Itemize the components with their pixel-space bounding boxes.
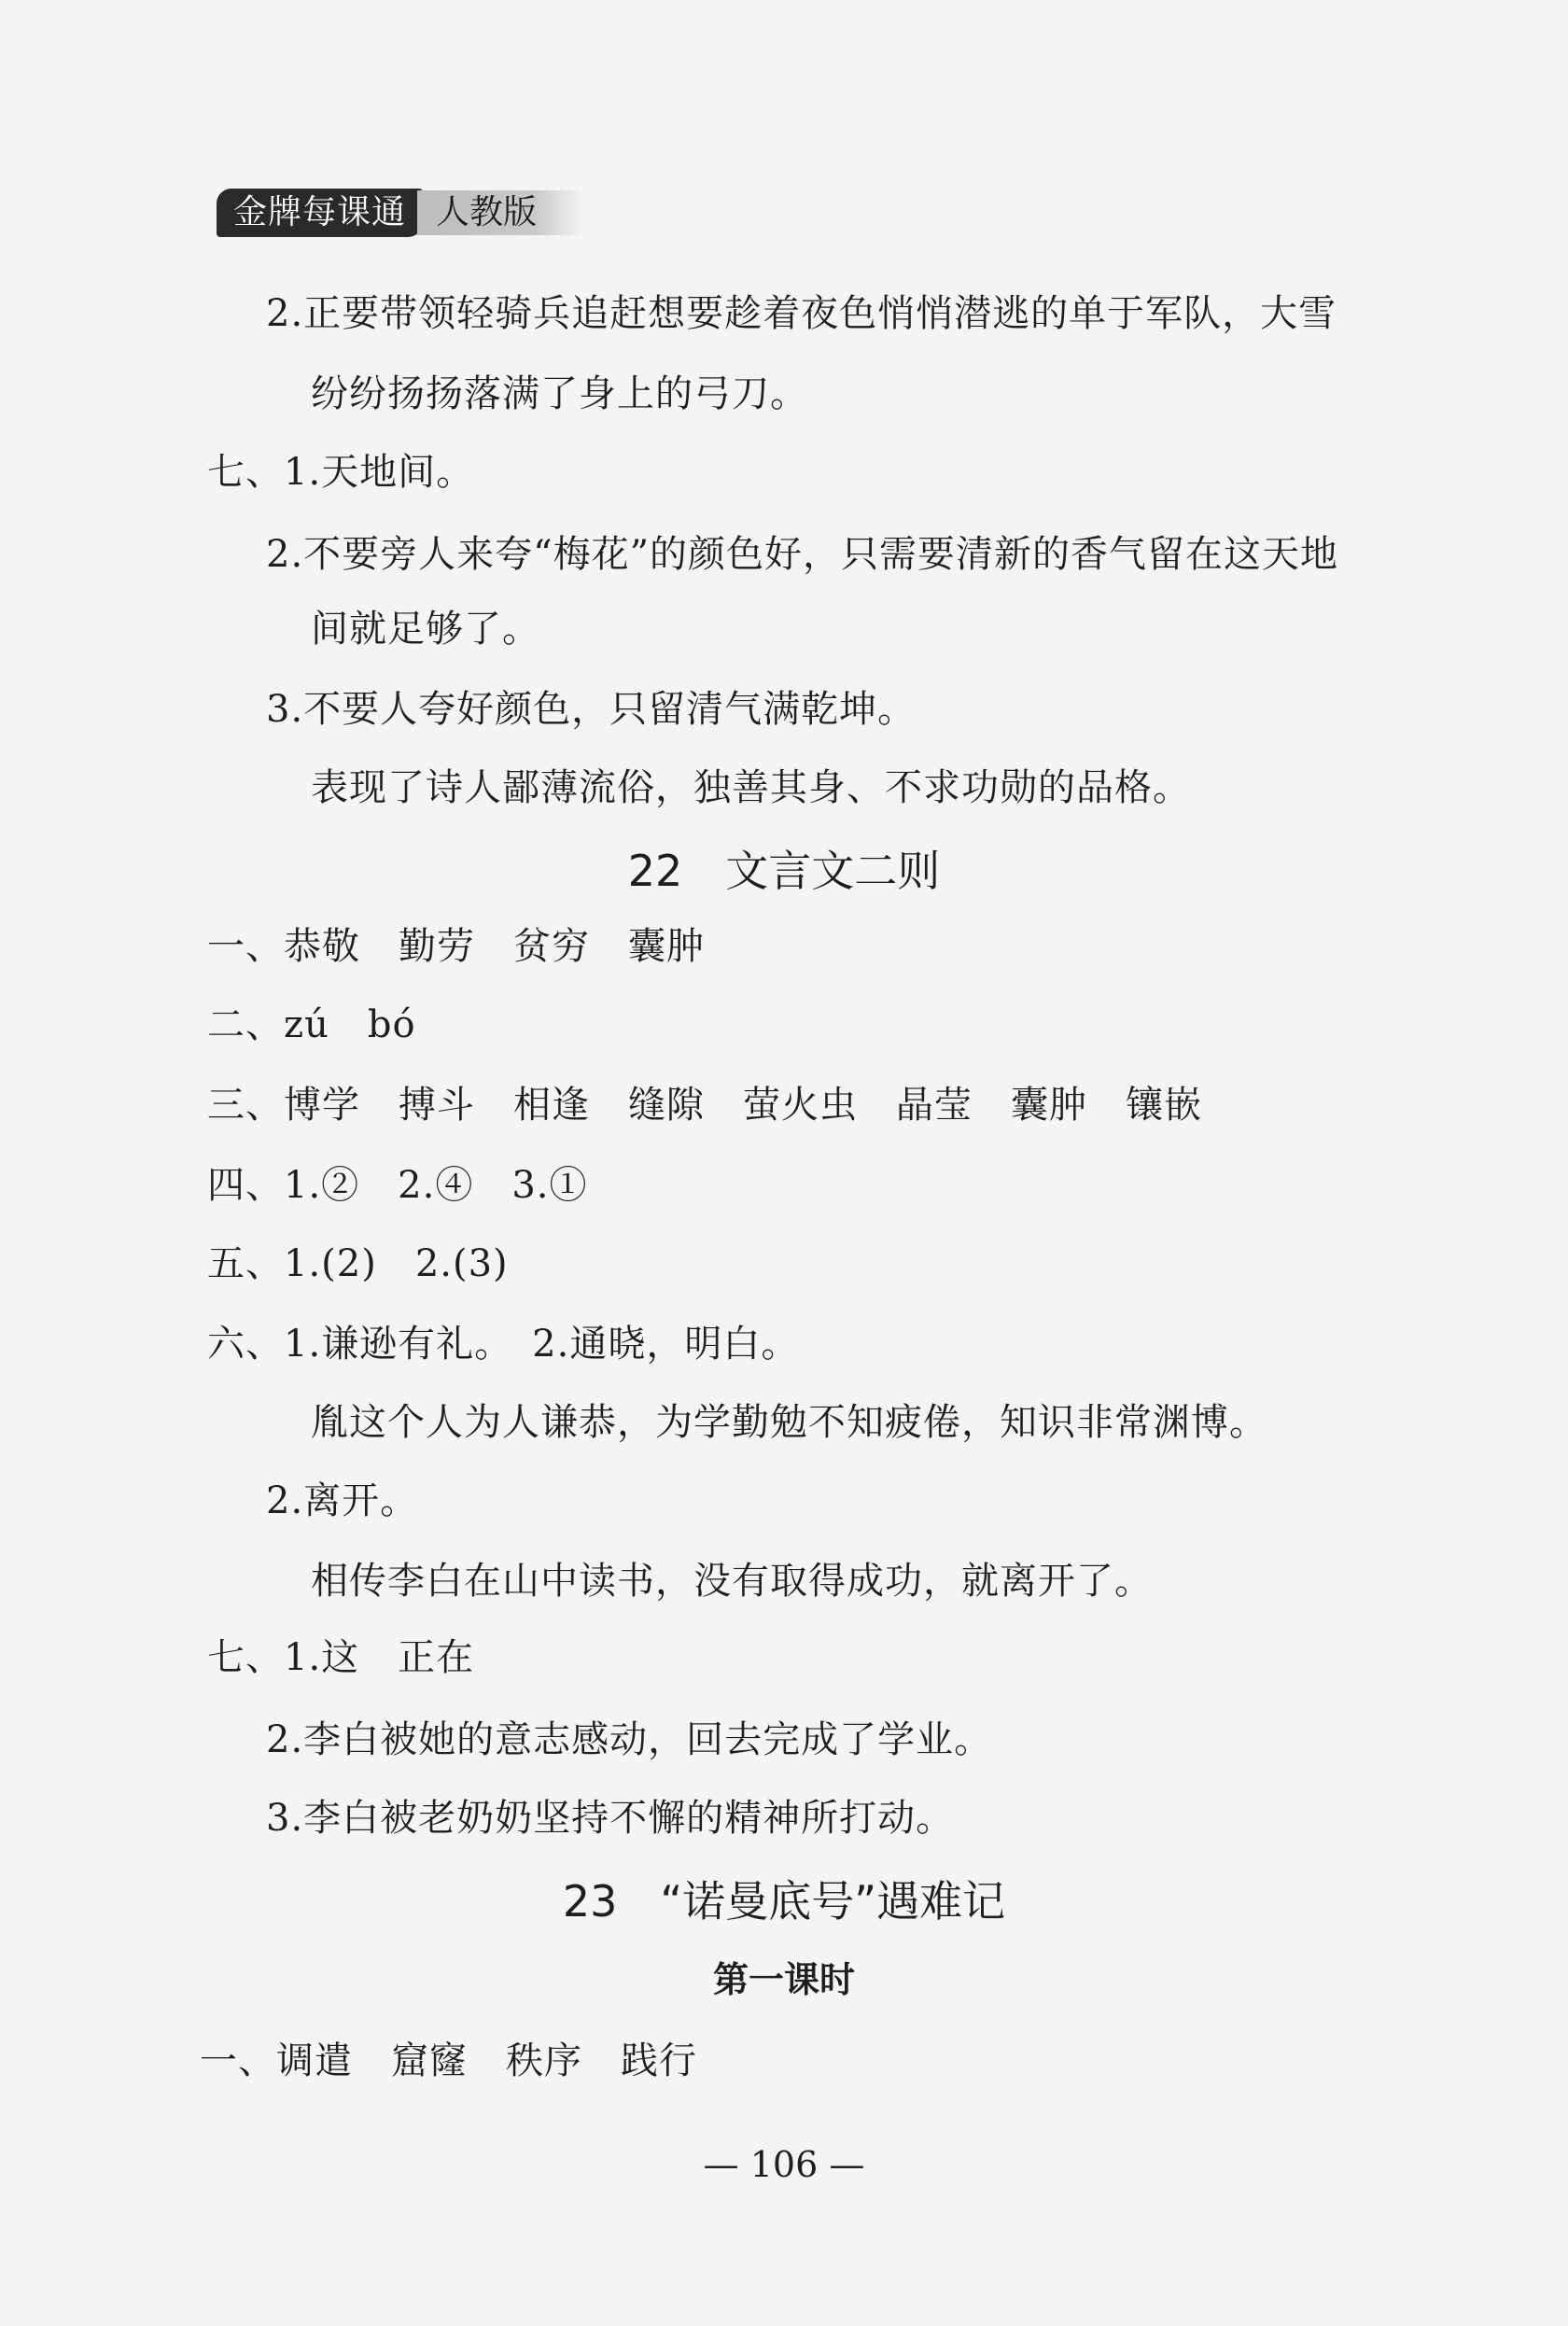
section-title: 23 “诺曼底号”遇难记 <box>562 1876 1006 1927</box>
answer-line: 间就足够了。 <box>311 608 540 651</box>
answer-line: 3.李白被老奶奶坚持不懈的精神所打动。 <box>266 1797 955 1840</box>
answer-line: 四、1.② 2.④ 3.① <box>207 1164 588 1207</box>
answer-line: 2.离开。 <box>266 1479 419 1522</box>
answer-line: 相传李白在山中读书，没有取得成功，就离开了。 <box>311 1560 1153 1603</box>
edition-label: 人教版 <box>417 190 583 235</box>
section-title: 22 文言文二则 <box>627 846 941 896</box>
brand-badge: 金牌每课通 <box>217 189 423 237</box>
answer-line: 七、1.这 正在 <box>207 1636 475 1679</box>
answer-line: 2.不要旁人来夸“梅花”的颜色好，只需要清新的香气留在这天地 <box>266 533 1339 576</box>
answer-line: 纷纷扬扬落满了身上的弓刀。 <box>311 372 808 415</box>
book-header <box>217 187 583 239</box>
answer-line: 一、调遣 窟窿 秩序 践行 <box>200 2039 697 2082</box>
answer-line: 表现了诗人鄙薄流俗，独善其身、不求功勋的品格。 <box>311 766 1191 809</box>
answer-line: 二、zú bó <box>207 1003 416 1046</box>
answer-line: 七、1.天地间。 <box>207 451 475 494</box>
answer-line: 2.正要带领轻骑兵追赶想要趁着夜色悄悄潜逃的单于军队，大雪 <box>266 292 1337 335</box>
section-subtitle: 第一课时 <box>712 1959 855 2000</box>
answer-line: 2.李白被她的意志感动，回去完成了学业。 <box>266 1718 993 1761</box>
answer-line: 胤这个人为人谦恭，为学勤勉不知疲倦，知识非常渊博。 <box>311 1401 1267 1444</box>
answer-line: 3.不要人夸好颜色，只留清气满乾坤。 <box>266 688 917 731</box>
answer-line: 一、恭敬 勤劳 贫穷 囊肿 <box>207 925 705 968</box>
answer-line: 五、1.(2) 2.(3) <box>207 1242 509 1285</box>
answer-line: 三、博学 搏斗 相逢 缝隙 萤火虫 晶莹 囊肿 镶嵌 <box>207 1084 1202 1127</box>
page-number: — 106 — <box>703 2144 865 2185</box>
answer-line: 六、1.谦逊有礼。 2.通晓，明白。 <box>207 1323 800 1366</box>
